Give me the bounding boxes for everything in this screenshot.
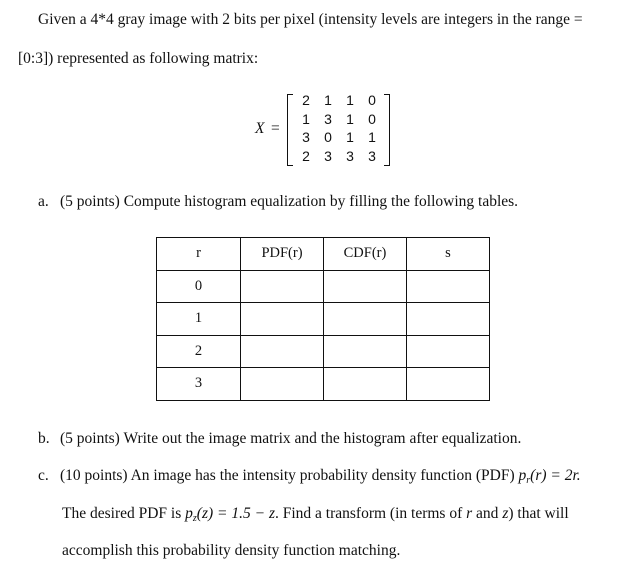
- pdf-r-argument: (r) = 2r.: [530, 467, 581, 484]
- cell-cdf[interactable]: [324, 303, 407, 336]
- table-row: [157, 303, 490, 336]
- cell-r: 1: [157, 303, 241, 336]
- table-header-row: [157, 238, 490, 271]
- part-c-label: c.: [38, 467, 49, 484]
- matrix-cell: 1: [368, 129, 376, 145]
- cell-pdf[interactable]: [241, 303, 324, 336]
- matrix-cell: 3: [346, 147, 354, 164]
- matrix-cell: 0: [368, 110, 376, 127]
- part-a-label: a.: [38, 193, 49, 210]
- pdf-z-subscript: z: [192, 513, 197, 524]
- part-c-text-2-post: . Find a transform (in terms of: [274, 505, 467, 522]
- matrix-left-bracket: [287, 94, 293, 166]
- part-a-text: (5 points) Compute histogram equalization by filling the following tables.: [60, 193, 519, 210]
- matrix-right-bracket: [384, 94, 390, 166]
- table-row: [157, 368, 490, 401]
- cell-pdf[interactable]: [241, 335, 324, 368]
- cell-r: 0: [157, 270, 241, 303]
- cell-pdf[interactable]: [241, 270, 324, 303]
- header-s: s: [407, 238, 490, 271]
- matrix-cell: 2: [302, 147, 310, 164]
- matrix-name: X: [255, 120, 265, 137]
- var-r: r: [466, 505, 473, 522]
- intro-line-2: [0:3]) represented as following matrix:: [18, 50, 259, 67]
- pdf-z-formula: [185, 505, 275, 522]
- part-a: [38, 193, 518, 211]
- header-cdf: CDF(r): [324, 238, 407, 271]
- matrix-cell: 1: [324, 92, 332, 108]
- part-c-text-2-end: ) that will: [508, 505, 569, 522]
- matrix-cell: 1: [346, 110, 354, 127]
- matrix-cell: 1: [302, 110, 310, 127]
- matrix-cell: 3: [302, 129, 310, 145]
- cell-cdf[interactable]: [324, 335, 407, 368]
- cell-pdf[interactable]: [241, 368, 324, 401]
- part-c-line-1: [38, 467, 581, 486]
- part-c-line-2: [62, 505, 569, 524]
- cell-s[interactable]: [407, 303, 490, 336]
- matrix-cell: 0: [368, 92, 376, 108]
- matrix-cell: 3: [324, 110, 332, 127]
- matrix-equals: =: [271, 120, 280, 137]
- cell-s[interactable]: [407, 335, 490, 368]
- table-row: [157, 270, 490, 303]
- cell-cdf[interactable]: [324, 270, 407, 303]
- part-b-text: (5 points) Write out the image matrix and the histogram after equalization.: [60, 430, 522, 447]
- var-z: z: [502, 505, 509, 522]
- matrix-grid: [295, 92, 383, 166]
- cell-r: 2: [157, 335, 241, 368]
- pdf-r-base: p: [518, 467, 527, 484]
- pdf-z-argument: (z) = 1.5 − z: [196, 505, 275, 522]
- pdf-r-subscript: r: [526, 475, 531, 486]
- part-c-text-2: The desired PDF is: [62, 505, 186, 522]
- matrix-cell: 1: [346, 129, 354, 145]
- pdf-z-base: p: [185, 505, 193, 522]
- part-c-text-1: (10 points) An image has the intensity probability density function (PDF): [60, 467, 519, 484]
- part-c-text-2-and: and: [472, 505, 503, 522]
- header-r: r: [157, 238, 241, 271]
- matrix-cell: 0: [324, 129, 332, 145]
- matrix-cell: 2: [302, 92, 310, 108]
- matrix-cell: 1: [346, 92, 354, 108]
- pdf-r-formula: [519, 467, 581, 484]
- header-pdf: PDF(r): [241, 238, 324, 271]
- matrix-x: [255, 92, 395, 168]
- part-b-label: b.: [38, 430, 50, 447]
- matrix-cell: 3: [324, 147, 332, 164]
- part-b: [38, 430, 521, 448]
- matrix-cell: 3: [368, 147, 376, 164]
- part-c-line-3: accomplish this probability density function matching.: [62, 542, 401, 559]
- cell-s[interactable]: [407, 270, 490, 303]
- cell-s[interactable]: [407, 368, 490, 401]
- cell-r: 3: [157, 368, 241, 401]
- table-row: [157, 335, 490, 368]
- histogram-table: [156, 237, 490, 401]
- cell-cdf[interactable]: [324, 368, 407, 401]
- intro-line-1: Given a 4*4 gray image with 2 bits per pixel (intensity levels are integers in the range =: [38, 11, 583, 28]
